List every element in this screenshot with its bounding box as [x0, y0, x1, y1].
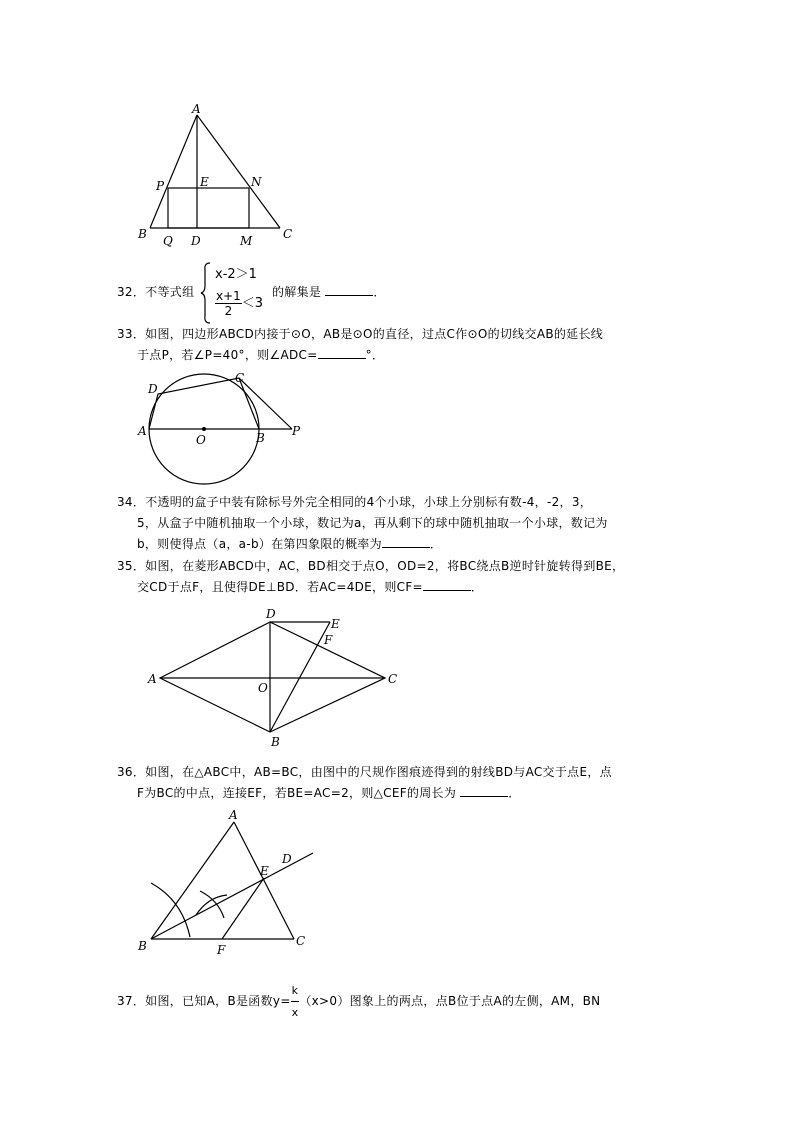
label-O: O — [196, 433, 206, 447]
q32-frac-num: x+1 — [216, 289, 241, 303]
label-C: C — [283, 227, 293, 241]
label-C: C — [235, 371, 245, 385]
q34-line3 — [117, 534, 608, 555]
q36-line1: 36．如图，在△ABC中，AB=BC，由图中的尺规作图痕迹得到的射线BD与AC交于点E，点 — [117, 765, 612, 779]
q37-suffix: （x>0）图象上的两点，点B位于点A的左侧，AM，BN — [299, 994, 601, 1008]
q37-prefix: 37．如图，已知A，B是函数y= — [117, 994, 291, 1008]
q35-line1: 35．如图，在菱形ABCD中，AC，BD相交于点O，OD=2，将BC绕点B逆时针旋转得到BE， — [117, 559, 625, 573]
q33-answer-blank — [318, 346, 366, 359]
label-A: A — [192, 102, 201, 116]
label-B: B — [271, 735, 280, 749]
label-A: A — [138, 424, 147, 438]
label-A: A — [229, 808, 238, 822]
label-E: E — [260, 864, 269, 878]
q34-line1: 34．不透明的盒子中装有除标号外完全相同的4个小球，小球上分别标有数-4，-2，3， — [117, 495, 593, 509]
question-33 — [117, 324, 603, 366]
q33-line1: 33．如图，四边形ABCD内接于⊙O，AB是⊙O的直径，过点C作⊙O的切线交AB的延长线 — [117, 327, 604, 341]
q32-end: ． — [373, 285, 386, 299]
q33-line2-end: °． — [365, 348, 385, 362]
q35-line2-text: 交CD于点F，且使得DE⊥BD．若AC=4DE，则CF= — [137, 580, 423, 594]
question-36 — [117, 762, 612, 804]
figure-33-circle — [135, 365, 315, 485]
q34-answer-blank — [382, 535, 430, 548]
label-C: C — [296, 934, 306, 948]
figure-36-triangle — [130, 805, 330, 960]
q34-line3-end: ． — [429, 537, 443, 551]
q32-ineq2-rest: ＜3 — [241, 296, 264, 311]
label-F: F — [217, 943, 226, 957]
q34-line2: 5，从盒子中随机抽取一个小球，数记为a，再从剩下的球中随机抽取一个小球，数记为 — [137, 516, 608, 530]
q36-line2-text: F为BC的中点，连接EF，若BE=AC=2，则△CEF的周长为 — [137, 786, 457, 800]
q36-line2-end: ． — [508, 786, 521, 800]
q32-answer-blank — [325, 283, 373, 296]
q37-frac-num: k — [291, 980, 300, 1002]
q36-answer-blank — [460, 784, 508, 797]
q35-line2 — [117, 577, 624, 598]
label-P: P — [292, 424, 301, 438]
question-32 — [117, 282, 194, 303]
label-N: N — [251, 175, 262, 189]
label-C: C — [388, 672, 398, 686]
figure-35-rhombus — [140, 602, 410, 752]
label-D: D — [191, 234, 201, 248]
q32-prefix: 不等式组 — [145, 285, 195, 299]
label-B: B — [256, 431, 265, 445]
label-A: A — [148, 672, 157, 686]
question-34 — [117, 492, 608, 555]
q32-inequality-2 — [215, 289, 263, 318]
brace-icon — [200, 262, 212, 324]
question-37 — [117, 980, 600, 1023]
label-D: D — [282, 852, 292, 866]
label-D: D — [266, 607, 276, 621]
label-O: O — [258, 681, 268, 695]
question-35 — [117, 556, 624, 598]
label-E: E — [200, 175, 209, 189]
q37-frac-den: x — [291, 1006, 299, 1019]
q32-frac-den: 2 — [224, 304, 233, 318]
q35-line2-end: ． — [470, 580, 484, 594]
figure-31-triangle — [130, 100, 310, 250]
q35-answer-blank — [423, 578, 471, 591]
label-B: B — [138, 939, 147, 953]
label-B: B — [138, 227, 147, 241]
q34-line3-text: b，则使得点（a，a-b）在第四象限的概率为 — [137, 537, 382, 551]
q32-suffix-line — [272, 282, 386, 303]
q32-inequality-1: x-2＞1 — [215, 267, 257, 282]
label-P: P — [156, 179, 165, 193]
q33-line2-text: 于点P，若∠P=40°，则∠ADC= — [137, 348, 318, 362]
q32-number: 32． — [117, 285, 146, 299]
label-D: D — [148, 382, 158, 396]
label-Q: Q — [163, 234, 173, 248]
q32-suffix: 的解集是 — [272, 285, 322, 299]
q36-line2 — [117, 783, 612, 804]
label-F: F — [324, 633, 333, 647]
q33-line2 — [117, 345, 603, 366]
label-E: E — [331, 617, 340, 631]
label-M: M — [240, 234, 253, 248]
